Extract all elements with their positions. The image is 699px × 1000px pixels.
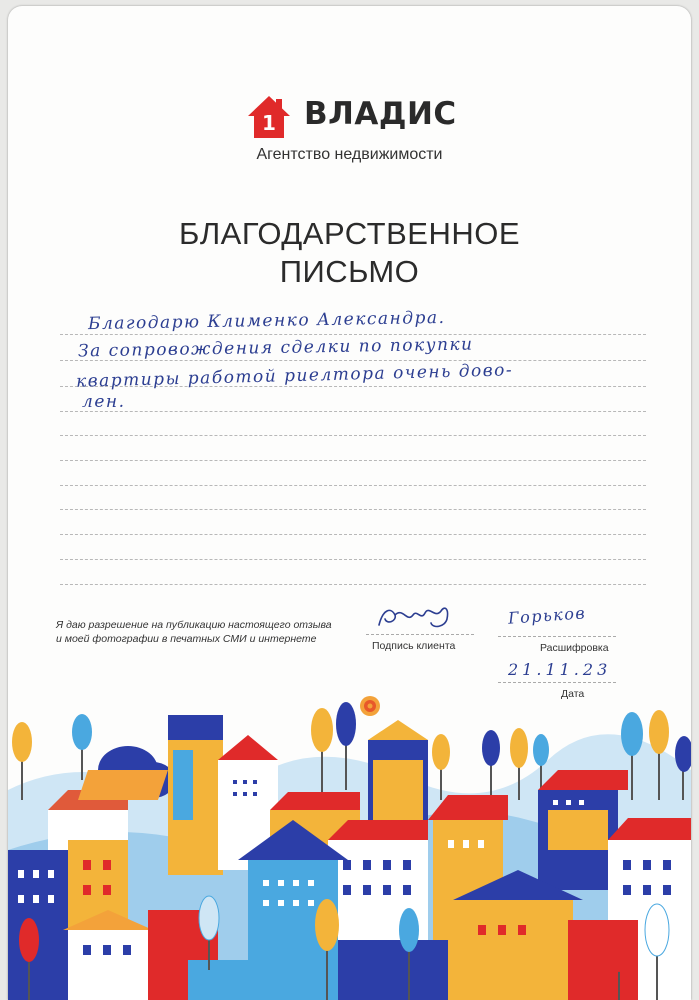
page-title-line-2: ПИСЬМО — [279, 254, 420, 289]
handwritten-line-2: За сопровождения сделки по покупки — [77, 334, 474, 362]
ruled-line — [60, 334, 646, 335]
house-logo-icon — [246, 94, 292, 140]
ruled-line — [60, 534, 646, 535]
city-illustration — [8, 700, 691, 1000]
ruled-line — [60, 485, 646, 486]
consent-line-1: Я даю разрешение на публикацию настоящего отзыва — [56, 619, 332, 631]
date-caption: Дата — [561, 688, 585, 700]
decipher-name: Горьков — [507, 603, 587, 628]
ruled-line — [60, 584, 646, 585]
handwritten-line-4: лен. — [82, 392, 126, 412]
page-title-line-1: БЛАГОДАРСТВЕННОЕ — [178, 216, 521, 251]
client-signature — [373, 601, 463, 635]
date-line — [498, 682, 616, 683]
handwritten-line-1: Благодарю Клименко Александра. — [87, 307, 446, 335]
signature-line — [366, 634, 474, 635]
logo — [8, 94, 691, 140]
ruled-line — [60, 509, 646, 510]
ruled-line — [60, 460, 646, 461]
date-value: 21.11.23 — [508, 660, 612, 679]
decipher-line — [498, 636, 616, 637]
decipher-caption: Расшифровка — [540, 642, 609, 654]
consent-text — [56, 618, 356, 646]
signature-caption: Подпись клиента — [372, 640, 456, 652]
handwritten-line-3: квартиры работой риелтора очень дово- — [75, 360, 514, 392]
logo-badge-number: 1 — [262, 111, 276, 135]
ruled-line — [60, 435, 646, 436]
brand-tagline: Агентство недвижимости — [256, 146, 443, 163]
consent-line-2: и моей фотографии в печатных СМИ и интернете — [56, 633, 317, 645]
ruled-line — [60, 559, 646, 560]
brand-name: ВЛАДИС — [304, 96, 457, 132]
ruled-line — [60, 411, 646, 412]
letter-sheet — [8, 6, 691, 1000]
